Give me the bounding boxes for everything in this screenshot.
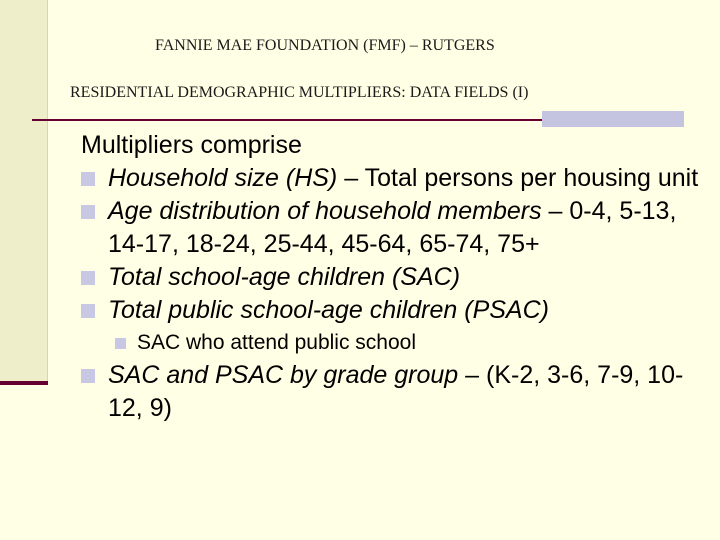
bullet-term: Total school-age children (SAC) <box>108 263 461 291</box>
bullet-term: Household size (HS) <box>108 164 338 192</box>
bullet-item-sac <box>81 261 701 294</box>
left-accent-divider <box>47 0 48 385</box>
sub-bullet-square-icon <box>115 338 126 349</box>
intro-text: Multipliers comprise <box>81 131 302 159</box>
bullet-detail: – 0-4, 5-13, 14-17, 18-24, 25-44, 45-64, 65-74, 75+ <box>108 197 677 258</box>
bullet-square-icon <box>81 271 95 285</box>
sub-bullet-item-public-school <box>81 327 701 359</box>
bullet-term: SAC and PSAC by grade group <box>108 361 459 389</box>
bullet-item-grade-group <box>81 359 701 425</box>
bullet-term: Total public school-age children (PSAC) <box>108 296 549 324</box>
bullet-term: Age distribution of household members <box>108 197 542 225</box>
bullet-detail: – (K-2, 3-6, 7-9, 10-12, 9) <box>108 361 684 422</box>
bullet-square-icon <box>81 205 95 219</box>
slide-body <box>81 129 701 425</box>
bullet-detail: – Total persons per housing unit <box>337 164 699 192</box>
left-accent-foot <box>0 381 48 385</box>
bullet-item-household-size <box>81 162 701 195</box>
slide-title-line-1: FANNIE MAE FOUNDATION (FMF) – RUTGERS <box>155 37 495 54</box>
title-divider-line <box>32 119 542 121</box>
sub-bullet-text: SAC who attend public school <box>137 331 416 354</box>
bullet-square-icon <box>81 369 95 383</box>
bullet-square-icon <box>81 172 95 186</box>
bullet-square-icon <box>81 304 95 318</box>
left-accent-bar <box>0 0 48 385</box>
slide-title-line-2: RESIDENTIAL DEMOGRAPHIC MULTIPLIERS: DATA FIELDS (I) <box>70 84 529 101</box>
bullet-item-psac <box>81 294 701 327</box>
bullet-item-age-distribution <box>81 195 701 261</box>
title-divider-accent <box>542 111 684 127</box>
